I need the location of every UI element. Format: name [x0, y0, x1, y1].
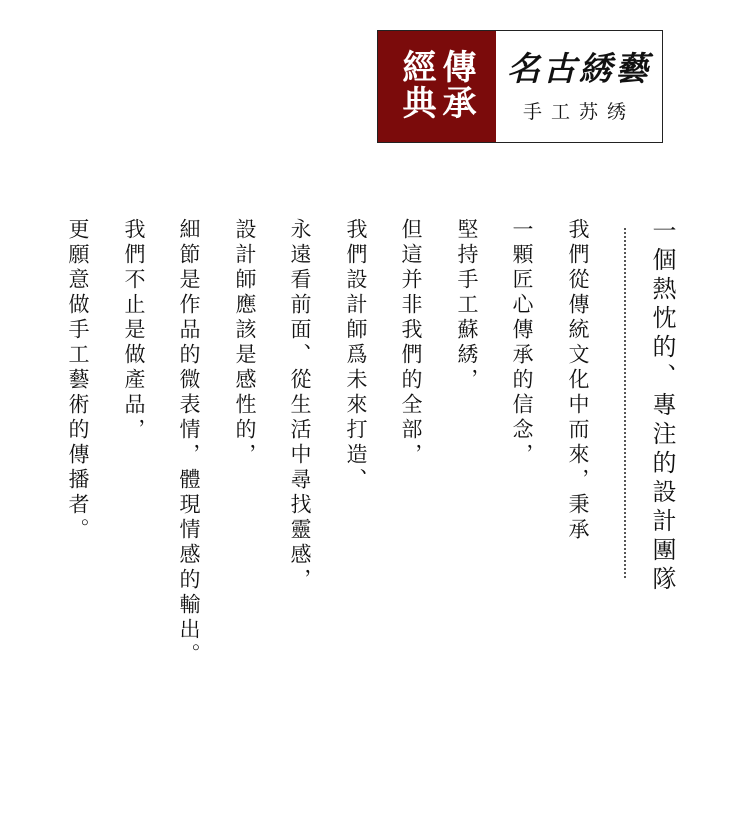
brand-banner [377, 30, 663, 143]
seal-text-left: 經典 [396, 49, 436, 121]
text-column: 更願意做手工藝術的傳播者。 [66, 218, 90, 543]
text-column: 一顆匠心傳承的信念， [510, 218, 534, 468]
seal-text-right: 傳承 [436, 49, 476, 121]
dotted-divider [624, 228, 626, 578]
text-column: 但這并非我們的全部， [399, 218, 423, 468]
red-seal-logo [378, 31, 496, 142]
brand-name: 名古綉藝 [507, 49, 651, 88]
text-column: 堅持手工蘇綉， [455, 218, 479, 393]
text-column: 我們設計師爲未來打造、 [344, 218, 368, 493]
brand-subtitle: 手工苏绣 [522, 101, 635, 123]
text-column: 永遠看前面、從生活中尋找靈感， [288, 218, 312, 593]
text-column: 我們從傳統文化中而來，秉承 [566, 218, 590, 543]
brand-block [496, 31, 662, 142]
text-column: 我們不止是做產品， [122, 218, 146, 443]
text-column: 細節是作品的微表情，體現情感的輸出。 [177, 218, 201, 668]
text-column-title: 一個熱忱的、專注的設計團隊 [648, 218, 676, 595]
text-column: 設計師應該是感性的， [233, 218, 257, 468]
